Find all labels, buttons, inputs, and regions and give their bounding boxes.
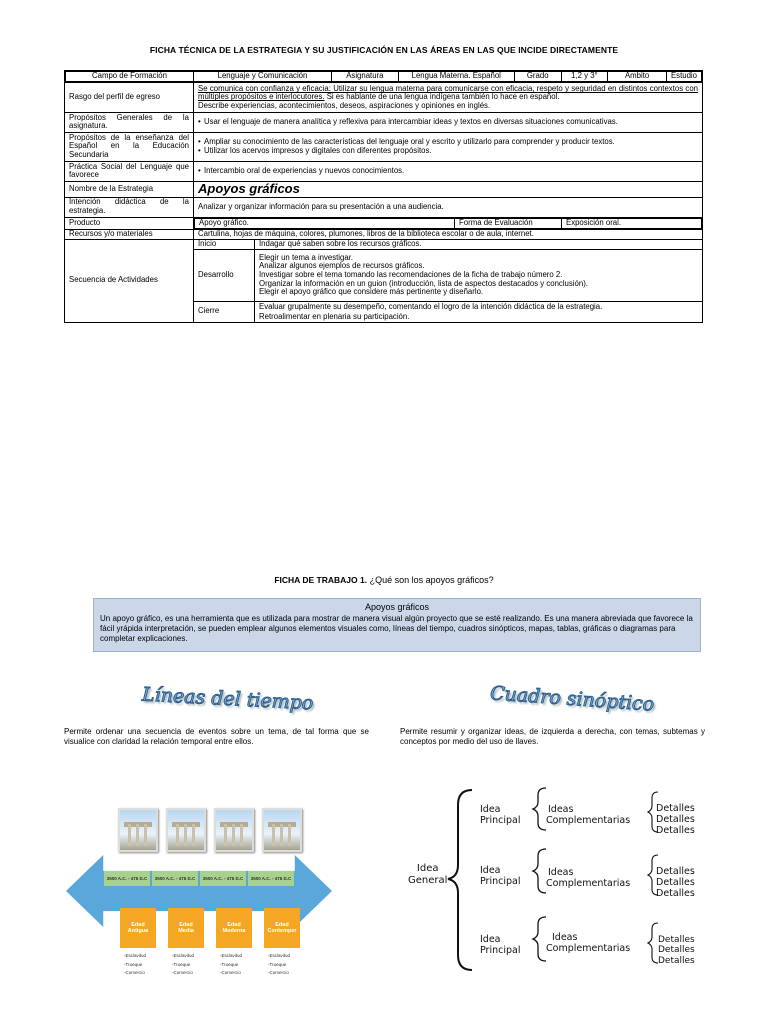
inicio-label: Inicio [194,239,255,249]
timeline-date: 3500 A.C. - 476 D.C [152,871,198,886]
timeline-date: 3500 A.C. - 476 D.C [248,871,294,886]
ficha-trabajo-title: FICHA DE TRABAJO 1. ¿Qué son los apoyos gráficos? [274,575,494,585]
synoptic-diagram [400,785,705,985]
sub-idea: Idea Principal [480,934,521,956]
timeline-era: Edad Contemper [264,908,300,948]
cuadro-sinoptico-title: Cuadro sinóptico [489,682,655,716]
timeline-era: Edad Antigua [120,908,156,948]
ficha-tecnica-table [64,70,703,323]
detail-list: Detalles Detalles Detalles [656,803,695,836]
timeline-photo-2 [166,808,206,852]
secuencia-label: Secuencia de Actividades [65,239,194,322]
timeline-illustration [66,800,332,1000]
desarrollo-label: Desarrollo [194,249,255,301]
detail-list: Detalles Detalles Detalles [658,935,695,966]
box-title: Apoyos gráficos [364,602,430,612]
recursos-value: Cartulina, hojas de máquina, colores, plumones, libros de la biblioteca escolar o de aula, internet. [194,229,703,239]
intencion-value: Analizar y organizar información para su presentación a una audiencia. [194,197,703,217]
rasgo-label: Rasgo del perfil de egreso [65,82,194,112]
complementary-idea: Ideas Complementarias [546,804,631,826]
rasgo-value: Se comunica con confianza y eficacia: Utilizar su lengua materna para comunicarse con eficacia, respeto y seguridad en distintos contextos con múltiples propósitos e interlocutores. Si es hablante de una lengua indígena también lo hace en español. Describe experiencias, acontecimientos, deseos, aspiraciones y opiniones en inglés. [194,82,703,112]
lineas-tiempo-title: Líneas del tiempo [141,683,314,715]
propositos-ensenanza-value: • Ampliar su conocimiento de las características del lenguaje oral y escrito y utilizarlo para comprender y producir textos. • Utilizar los acervos impresos y digitales con diferentes propósitos. [194,132,703,161]
cuadro-sinoptico-text: Permite resumir y organizar ideas, de izquierda a derecha, con temas, subtemas y conceptos por medio del uso de llaves. [400,727,705,747]
intencion-label: Intención didáctica de la estrategia. [65,197,194,217]
asignatura-label: Asignatura [332,72,399,82]
desarrollo-value: Elegir un tema a investigar. Analizar algunos ejemplos de recursos gráficos. Investigar sobre el tema tomando las recomendaciones de la ficha de trabajo número 2. Organizar la información en un guion (introducción, lista de aspectos destacados y conclusión). Elegir el apoyo gráfico que considere más pertinente y diseñarlo. [255,249,703,301]
estrategia-label: Nombre de la Estrategia [65,181,194,197]
timeline-era: Edad Moderna [216,908,252,948]
apoyos-graficos-box [93,598,701,652]
timeline-items: -Esclavitud -Trueque -Comercio [268,953,291,976]
ficha-tecnica-title: FICHA TÉCNICA DE LA ESTRATEGIA Y SU JUSTIFICACIÓN EN LAS ÁREAS EN LAS QUE INCIDE DIRECTAMENTE [149,45,619,55]
practica-label: Práctica Social del Lenguaje que favorece [65,161,194,181]
producto-label: Producto [65,217,194,229]
grado-label: Grado [514,72,561,82]
sub-idea: Idea Principal [480,804,521,826]
evaluacion-value: Exposición oral. [562,218,702,228]
complementary-idea: Ideas Complementarias [546,932,631,954]
asignatura-value: Lengua Materna. Español [398,72,514,82]
sub-idea: Idea Principal [480,865,521,887]
ambito-label: Ambito [608,72,667,82]
cierre-label: Cierre [194,301,255,322]
practica-value: • Intercambio oral de experiencias y nuevos conocimientos. [194,161,703,181]
timeline-photo-4 [262,808,302,852]
propositos-generales-label: Propósitos Generales de la asignatura. [65,112,194,132]
box-text: Un apoyo gráfico, es una herramienta que es utilizada para mostrar de manera visual algún proyecto que se esté realizando. Es una manera abreviada que favorece la fácil yrápida interpretación, se pueden emplear algunos elementos visuales como, líneas del tiempo, cuadros sinópticos, mapas, tablas, gráficas o diagramas para completar explicaciones. [100,613,693,644]
detail-list: Detalles Detalles Detalles [656,866,695,899]
timeline-photo-3 [214,808,254,852]
propositos-ensenanza-label: Propósitos de la enseñanza del Español en la Educación Secundaria [65,132,194,161]
lineas-tiempo-text: Permite ordenar una secuencia de eventos sobre un tema, de tal forma que se visualice con claridad la relación temporal entre ellos. [64,727,369,747]
cierre-value: Evaluar grupalmente su desempeño, comentando el logro de la intención didáctica de la estrategia. Retroalimentar en plenaria su participación. [255,301,703,322]
timeline-era: Edad Media [168,908,204,948]
estrategia-value: Apoyos gráficos [194,181,703,197]
producto-value: Apoyo gráfico. [195,218,455,228]
timeline-items: -Esclavitud -Trueque -Comercio [220,953,243,976]
campo-value: Lenguaje y Comunicación [193,72,331,82]
recursos-label: Recursos y/o materiales [65,229,194,239]
root-idea: Idea General [408,863,448,886]
propositos-generales-value: • Usar el lenguaje de manera analítica y reflexiva para intercambiar ideas y textos en diversas situaciones comunicativas. [194,112,703,132]
timeline-dates [104,871,294,886]
campo-label: Campo de Formación [66,72,194,82]
timeline-items: -Esclavitud -Trueque -Comercio [172,953,195,976]
grado-value: 1,2 y 3° [561,72,608,82]
ambito-value: Estudio [666,72,701,82]
inicio-value: Indagar qué saben sobre los recursos gráficos. [255,239,703,249]
timeline-photo-1 [118,808,158,852]
timeline-date: 3500 A.C. - 476 D.C [104,871,150,886]
timeline-items: -Esclavitud -Trueque -Comercio [124,953,147,976]
timeline-date: 3500 A.C. - 476 D.C [200,871,246,886]
evaluacion-label: Forma de Evaluación [455,218,562,228]
complementary-idea: Ideas Complementarias [546,867,631,889]
